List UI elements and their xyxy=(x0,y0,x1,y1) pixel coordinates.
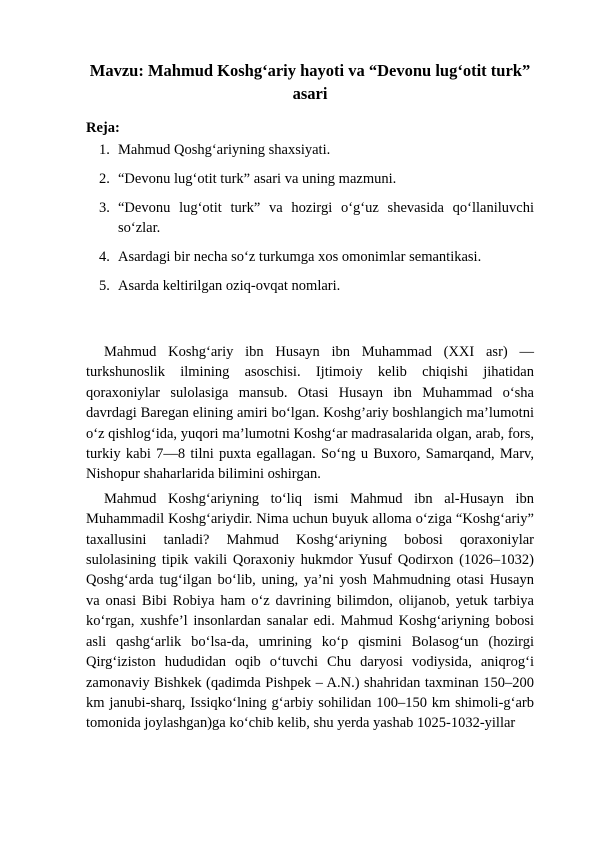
plan-item-number: 4. xyxy=(99,249,110,265)
plan-item-number: 1. xyxy=(99,142,110,158)
plan-item-text: Asardagi bir necha so‘z turkumga xos omonimlar semantikasi. xyxy=(118,249,482,265)
plan-list xyxy=(86,140,534,305)
plan-item xyxy=(86,140,534,160)
plan-item xyxy=(86,169,534,189)
document-title: Mavzu: Mahmud Koshg‘ariy hayoti va “Devonu lug‘otit turk” asari xyxy=(89,61,531,103)
plan-item-text: “Devonu lug‘otit turk” va hozirgi o‘g‘uz shevasida qo‘llaniluvchi so‘zlar. xyxy=(118,200,534,236)
plan-item-number: 5. xyxy=(99,278,110,294)
body-paragraph: Mahmud Koshg‘ariy ibn Husayn ibn Muhammad (XXI asr) — turkshunoslik ilmining asoschisi. Ijtimoiy kelib chiqishi jihatidan qoraxoniylar sulolasiga mansub. Otasi Husayn ibn Muhammad o‘sha davrdagi Baregan elining amiri bo‘lgan. Koshg’ariy boshlangich ma’lumotni o‘z qishlog‘ida, yuqori ma’lumotni Koshg‘ar madrasalarida olgan, arab, fors, turkiy kabi 7—8 tilni puxta egallagan. So‘ng u Buxoro, Samarqand, Marv, Nishopur shaharlarida bilimini oshirgan. xyxy=(86,344,534,483)
plan-item xyxy=(86,247,534,267)
plan-item-text: Asarda keltirilgan oziq-ovqat nomlari. xyxy=(118,278,341,294)
plan-heading: Reja: xyxy=(86,120,120,136)
plan-item-number: 3. xyxy=(99,200,110,216)
plan-item xyxy=(86,198,534,238)
body-text xyxy=(86,342,534,738)
plan-item-text: Mahmud Qoshg‘ariyning shaxsiyati. xyxy=(118,142,331,158)
plan-item xyxy=(86,276,534,296)
body-paragraph: Mahmud Koshg‘ariyning to‘liq ismi Mahmud ibn al-Husayn ibn Muhammadil Koshg‘ariydir. Nima uchun buyuk alloma o‘ziga “Koshg‘ariy” taxallusini tanladi? Mahmud Koshg‘ariyning bobosi qoraxoniylar sulolasining tipik vakili Qoraxoniy hukmdor Yusuf Qodirxon (1026–1032) Qoshg‘arda tug‘ilgan bo‘lib, uning, ya’ni yosh Mahmudning otasi Husayn va onasi Bibi Robiya ham o‘z davrining bilimdon, olijanob, yetuk tarbiya ko‘rgan, xushfe’l insonlardan sanalar edi. Mahmud Koshg‘ariyning bobosi asli qashg‘arlik bo‘lsa-da, umrining ko‘p qismini Bolasog‘un (hozirgi Qirg‘iziston hududidan oqib o‘tuvchi Chu daryosi vodiysida, aniqrog‘i zamonaviy Bishkek (qadimda Pishpek – A.N.) shahridan taxminan 150–200 km janubi-sharq, Issiqko‘lning g‘arbiy sohilidan 100–150 km shimoli-g‘arb tomonida joylashgan)ga ko‘chib kelib, shu yerda yashab 1025-1032-yillar xyxy=(86,490,534,732)
plan-item-number: 2. xyxy=(99,171,110,187)
plan-item-text: “Devonu lug‘otit turk” asari va uning mazmuni. xyxy=(118,171,397,187)
